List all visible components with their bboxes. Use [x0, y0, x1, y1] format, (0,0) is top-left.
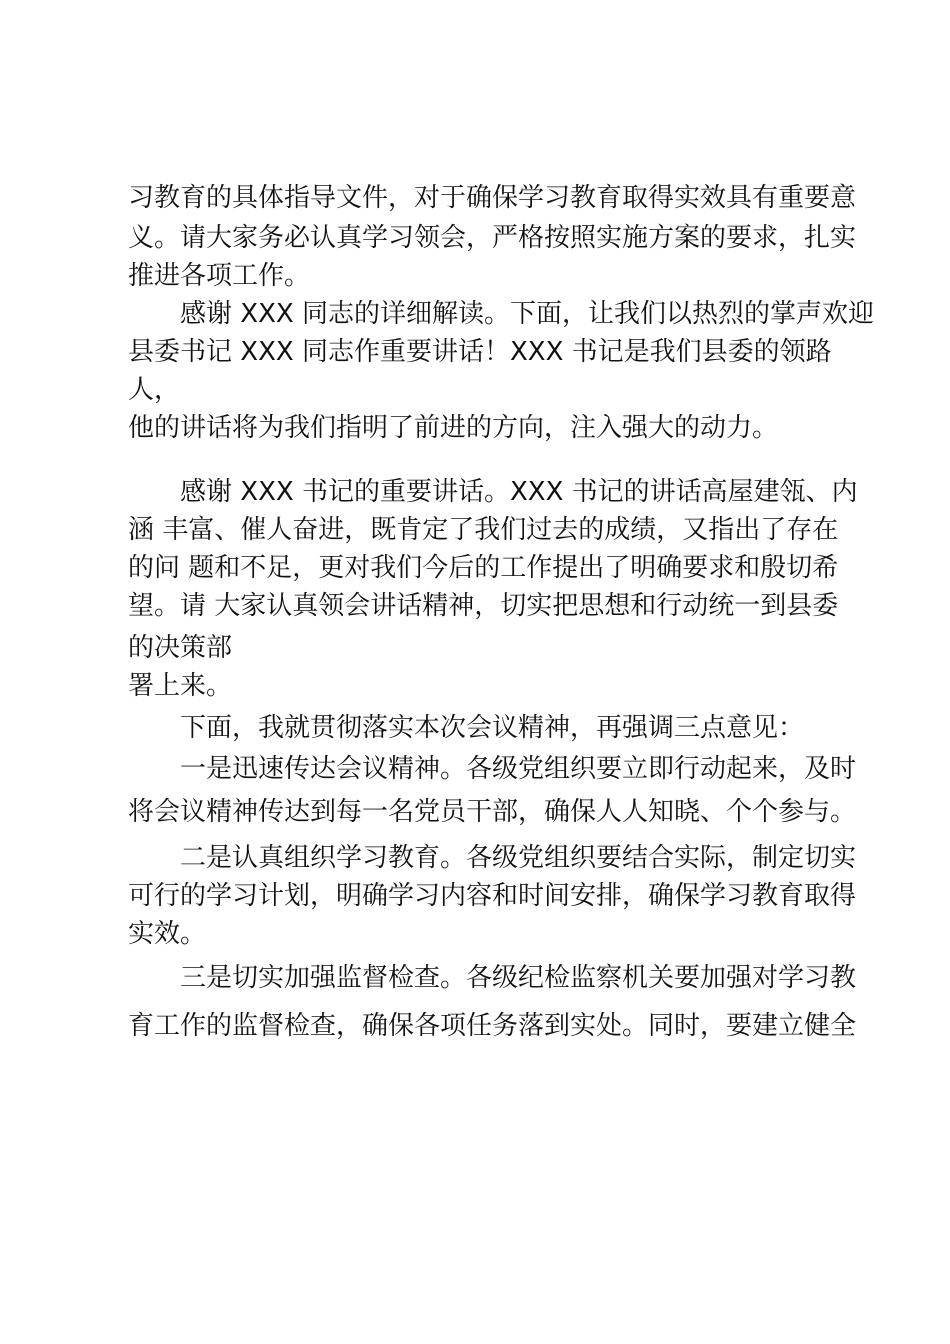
text-line: 将会议精神传达到每一名党员干部，确保人人知晓、个个参与。 [128, 797, 857, 827]
text-line: 习教育的具体指导文件，对于确保学习教育取得实效具有重要意 [128, 183, 857, 213]
text-line: 涵 丰富、催人奋进，既肯定了我们过去的成绩，又指出了存在 [128, 515, 839, 545]
text-line: 望。请 大家认真领会讲话精神，切实把思想和行动统一到县委 [128, 591, 839, 621]
text-line: 署上来。 [128, 671, 233, 701]
text-line: 感谢 XXX 同志的详细解读。下面，让我们以热烈的掌声欢迎 [180, 299, 874, 329]
text-line: 育工作的监督检查，确保各项任务落到实处。同时，要建立健全 [128, 1011, 857, 1041]
text-line: 感谢 XXX 书记的重要讲话。XXX 书记的讲话高屋建瓴、内 [180, 477, 858, 507]
text-line: 实效。 [128, 919, 207, 949]
text-line: 的决策部 [128, 633, 233, 663]
text-line: 人， [128, 375, 181, 405]
text-line: 推进各项工作。 [128, 261, 311, 291]
text-line: 县委书记 XXX 同志作重要讲话！XXX 书记是我们县委的领路 [128, 337, 832, 367]
text-line: 三是切实加强监督检查。各级纪检监察机关要加强对学习教 [180, 963, 857, 993]
text-line: 可行的学习计划，明确学习内容和时间安排，确保学习教育取得 [128, 881, 857, 911]
text-line: 一是迅速传达会议精神。各级党组织要立即行动起来，及时 [180, 754, 857, 784]
text-line: 的问 题和不足，更对我们今后的工作提出了明确要求和殷切希 [128, 553, 839, 583]
text-line: 他的讲话将为我们指明了前进的方向，注入强大的动力。 [128, 413, 779, 443]
text-line: 义。请大家务必认真学习领会，严格按照实施方案的要求，扎实 [128, 223, 857, 253]
text-line: 二是认真组织学习教育。各级党组织要结合实际，制定切实 [180, 843, 857, 873]
text-line: 下面，我就贯彻落实本次会议精神，再强调三点意见： [180, 713, 805, 743]
